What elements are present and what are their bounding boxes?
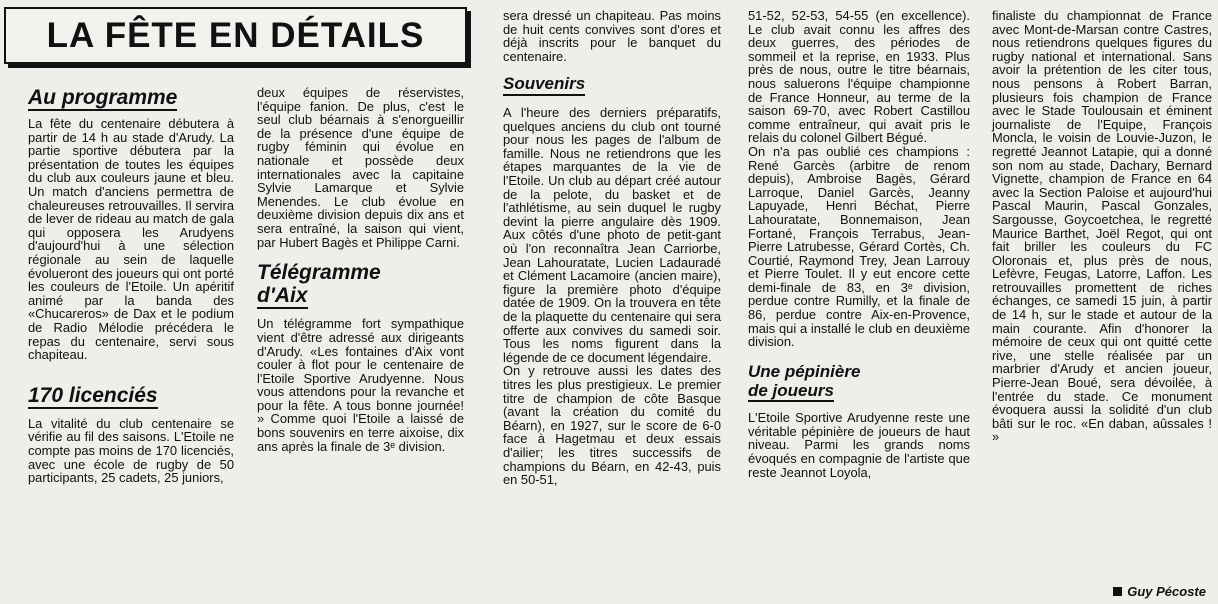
text-170-licencies: La vitalité du club centenaire se vérifie au fil des saisons. L'Etoile ne compte pas moins de 170 licenciés, avec une école de rugby de 50 participants, 25 cadets, 25 juniors, — [28, 415, 234, 486]
heading-pepiniere-line1: Une pépinière — [748, 361, 861, 381]
headline: LA FÊTE EN DÉTAILS — [46, 15, 425, 55]
text-au-programme: La fête du centenaire débutera à partir de 14 h au stade d'Arudy. La partie sportive débutera par la présentation de toutes les équipes du club aux couleurs jaune et bleu. Un match d'anciens permettra de chaleureuses retrouvailles. Il servira de lever de rideau au match de gala qui opposera les Arudyens d'aujourd'hui à une sélection régionale au sein de laquelle évolueront des joueurs qui ont porté les couleurs de l'Etoile. Un apéritif animé par la banda des «Chucareros» de Dax et le podium de Radio Mélodie précédera le repas du centenaire, servi sous chapiteau. — [28, 116, 234, 363]
column-5 — [992, 0, 1212, 444]
text-excellence: 51-52, 52-53, 54-55 (en excellence). Le club avait connu les affres des deux guerres, des périodes de sommeil et la reprise, en 1933. Plus près de nous, outre le titre béarnais, nous saluerons l'équipe championne de France Honneur, au terme de la saison 69-70, avec Robert Castillou comme entraîneur, qui avait pris le relais du colonel Gilbert Bégué. — [748, 8, 970, 146]
heading-au-programme: Au programme — [28, 86, 177, 111]
column-2 — [257, 0, 464, 453]
heading-telegramme-line1: Télégramme — [257, 261, 381, 285]
text-chapiteau: sera dressé un chapiteau. Pas moins de huit cents convives sont d'ores et déjà inscrits pour le banquet du centenaire. — [503, 8, 721, 64]
text-finaliste: finaliste du championnat de France avec Mont-de-Marsan contre Castres, nous retiendrons quelques figures du rugby national et international. Sans avoir la prétention de les citer tous, nous pensons à Robert Barran, plusieurs fois champion de France avec le Stade Toulousain et éminent journaliste de l'Equipe, François Moncla, le voisin de Louvie-Juzon, le regretté Jeannot Latapie, qui a donné son nom au stade, Dachary, Bernard Vignette, champion de France en 64 avec la Section Paloise et aujourd'hui Pascal Maurin, Pascal Gonzales, Sargousse, Goycoetchea, le regretté Maurice Barthet, Joël Regot, qui ont fait briller les couleurs du FC Oloronais et, plus près de nous, Lefèvre, Feugas, Latorre, Laffon. Les retrouvailles promettent de riches échanges, ce samedi 15 juin, à partir de 14 h, sur le stade et autour de la main courante. Afin d'honorer la mémoire de ceux qui ont quitté cette rive, une stelle réalisée par un marbrier d'Arudy et ancien joueur, Pierre-Jean Boué, sera dévoilée, à l'entrée du stade. Ce monument évoquera aussi la solidité d'un club bâti sur le roc. «En daban, aûssales ! » — [992, 8, 1212, 445]
heading-telegramme-line2: d'Aix — [257, 284, 308, 309]
text-champions: On n'a pas oublié ces champions : René Garcès (arbitre de renom depuis), Ambroise Bagès, Gérard Larroque, Daniel Garcès, Jeanny Lapuyade, Henri Béchat, Pierre Lahouratate, Bonnemaison, Jean Fortané, François Terrabus, Jean-Pierre Latrubesse, Gérard Cortès, Ch. Courtié, Raymond Trey, Jean Larrouy et Pierre Toulet. Il y eut encore cette demi-finale de 83, en 3ᵉ division, perdue contre Rumilly, et la finale de 86, perdue contre Aix-en-Provence, mais qui a installé le club en deuxième division. — [748, 143, 970, 350]
text-souvenirs-1: A l'heure des derniers préparatifs, quelques anciens du club ont tourné pour nous les pages de l'album de famille. Nous ne retiendrons que les étapes marquantes de la vie de l'Etoile. Un club au départ créé autour de la pelote, du basket et de l'athlétisme, au sein duquel le rugby devint la pierre angulaire dès 1909. Aux côtés d'une photo de petit-gant où l'on reconnaîtra Jean Carriorbe, Jean Lahouratate, Lucien Ladauradé et Clément Lacamoire (ancien maire), figure la première photo d'équipe datée de 1909. On la trouvera en tête de la plaquette du centenaire qui sera offerte aux convives du samedi soir. Tous les noms figurent dans la légende de ce document légendaire. — [503, 105, 721, 365]
column-1 — [28, 0, 234, 485]
column-4 — [748, 0, 970, 479]
heading-souvenirs: Souvenirs — [503, 75, 585, 96]
heading-pepiniere-line2: de joueurs — [748, 382, 834, 403]
byline — [1113, 584, 1206, 599]
heading-170-licencies: 170 licenciés — [28, 384, 158, 409]
text-reservistes: deux équipes de réservistes, l'équipe fanion. De plus, c'est le seul club béarnais à s'enorgueillir de la présence d'une équipe de rugby féminin qui évolue en nationale et possède deux internationales avec la capitaine Sylvie Lamarque et Sylvie Menendes. Le club évolue en deuxième division depuis dix ans et sera entraîné, la saison qui vient, par Hubert Bagès et Philippe Carni. — [257, 85, 464, 250]
column-3 — [503, 0, 721, 487]
text-souvenirs-2: On y retrouve aussi les dates des titres les plus prestigieux. Le premier titre de champion de côte Basque (avant la création du comité du Béarn), en 1927, sur le score de 6-0 face à Hagetmau et deux essais d'ailier; les titres successifs de champions du Béarn, en 42-43, puis en 50-51, — [503, 363, 721, 488]
text-pepiniere: L'Etoile Sportive Arudyenne reste une véritable pépinière de joueurs de haut niveau. Parmi les grands noms évoqués en compagnie de l'artiste que reste Jeannot Loyola, — [748, 410, 970, 480]
text-telegramme: Un télégramme fort sympathique vient d'être adressé aux dirigeants d'Arudy. «Les fontaines d'Aix vont couler à flot pour le centenaire de l'Etoile Sportive Arudyenne. Nous vous attendons pour la revanche et pour la fête. A tous bonne journée! » Comme quoi l'Etoile a laissé de bons souvenirs en terre aixoise, dix ans après la finale de 3ᵉ division. — [257, 316, 464, 454]
square-bullet-icon — [1113, 587, 1122, 596]
byline-name: Guy Pécoste — [1127, 584, 1206, 599]
